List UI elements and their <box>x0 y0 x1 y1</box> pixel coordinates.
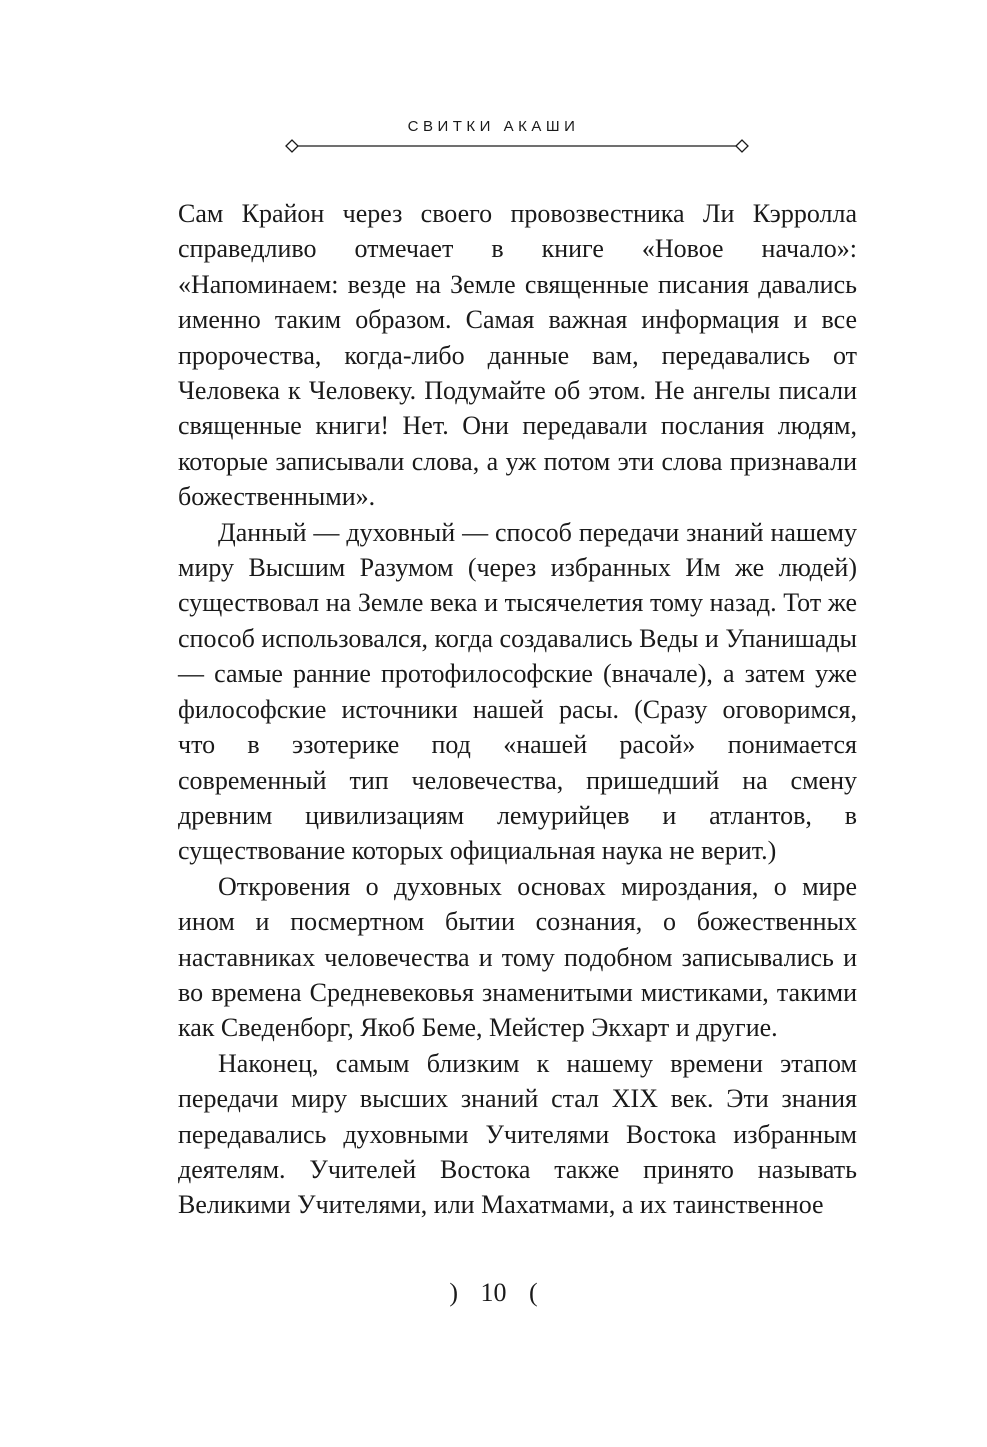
paragraph-1: Сам Крайон через своего провозвестника Ли Кэрролла справедливо отмечает в книге «Новое начало»: «Напоминаем: везде на Земле священные писания давались именно таким образом. Самая важная информация и все пророчества, когда-либо данные вам, передавались от Человека к Человеку. Подумайте об этом. Не ангелы писали священные книги! Нет. Они передавали послания людям, которые записывали слова, а уж потом эти слова признавали божественными». <box>178 199 857 512</box>
folio-left-mark: ) <box>449 1278 458 1307</box>
paragraph-3: Откровения о духовных основах мироздания, о мире ином и посмертном бытии сознания, о божественных наставниках человечества и тому подобном записывались и во времена Средневековья знаменитыми мистиками, такими как Сведенборг, Якоб Беме, Мейстер Экхарт и другие. <box>178 871 857 1043</box>
diamond-rule-icon <box>284 137 750 155</box>
page-number <box>0 1278 987 1308</box>
body-text <box>178 196 857 1223</box>
folio-number: 10 <box>480 1278 507 1307</box>
folio-right-mark: ( <box>529 1278 538 1307</box>
paragraph-2: Данный — духовный — способ передачи знаний нашему миру Высшим Разумом (через избранных Им же людей) существовал на Земле века и тысячелетия тому назад. Тот же способ использовался, когда создавались Веды и Упанишады — самые ранние протофилософские (вначале), а затем уже философские источники нашей расы. (Сразу оговоримся, что в эзотерике под «нашей расой» понимается современный тип человечества, пришедший на смену древним цивилизациям лемурийцев и атлантов, в существование которых официальная наука не верит.) <box>178 517 857 866</box>
running-head: СВИТКИ АКАШИ <box>407 118 580 135</box>
paragraph-4: Наконец, самым близким к нашему времени этапом передачи миру высших знаний стал XIX век. Эти знания передавались духовными Учителями Востока избранным деятелям. Учителей Востока также принято называть Великими Учителями, или Махатмами, а их таинственное <box>178 1048 857 1220</box>
